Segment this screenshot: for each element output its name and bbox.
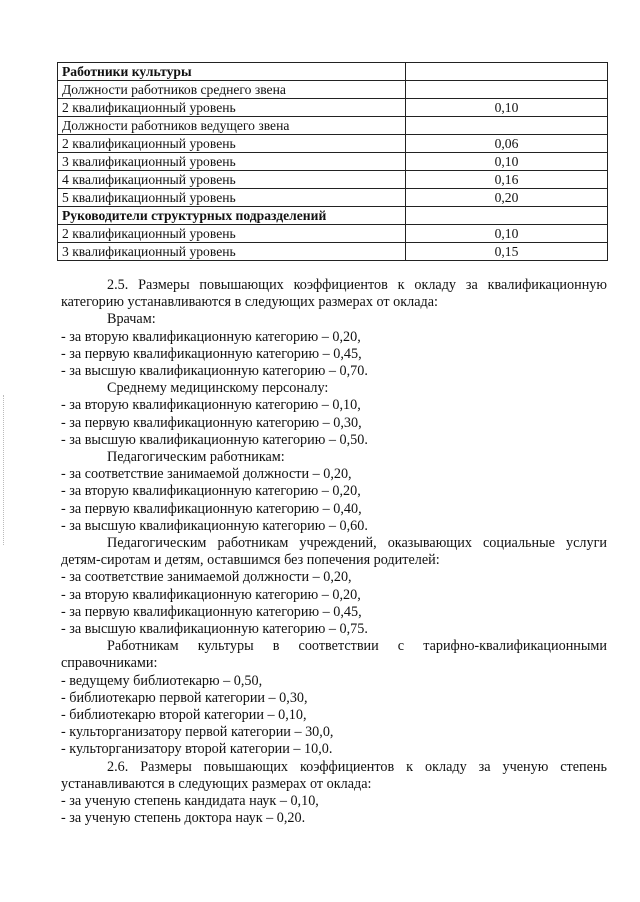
list-item: - за вторую квалификационную категорию – 0,20,	[61, 328, 361, 345]
list-item: - за вторую квалификационную категорию – 0,20,	[61, 483, 361, 500]
row-label: Работники культуры	[58, 63, 406, 81]
table-row	[58, 189, 608, 207]
table-row	[58, 81, 608, 99]
row-label: Руководители структурных подразделений	[58, 207, 406, 225]
row-label: 2 квалификационный уровень	[58, 99, 406, 117]
social-heading-line-1: Педагогическим работникам учреждений, оказывающих социальные услуги	[107, 535, 607, 552]
section-2-6-line-2: устанавливаются в следующих размерах от оклада:	[61, 775, 372, 792]
list-item: - за вторую квалификационную категорию – 0,20,	[61, 586, 361, 603]
list-item: - за первую квалификационную категорию – 0,45,	[61, 345, 362, 362]
row-label: 2 квалификационный уровень	[58, 225, 406, 243]
list-item: - за соответствие занимаемой должности – 0,20,	[61, 466, 352, 483]
table-row	[58, 243, 608, 261]
table-row	[58, 171, 608, 189]
row-value: 0,10	[406, 225, 608, 243]
table-row	[58, 99, 608, 117]
table-row	[58, 153, 608, 171]
list-item: - за высшую квалификационную категорию – 0,50.	[61, 431, 368, 448]
row-label: 3 квалификационный уровень	[58, 243, 406, 261]
list-item: - культорганизатору первой категории – 30,0,	[61, 724, 334, 741]
list-item: - ведущему библиотекарю – 0,50,	[61, 672, 263, 689]
list-item: - культорганизатору второй категории – 10,0.	[61, 741, 333, 758]
list-item: - библиотекарю первой категории – 0,30,	[61, 689, 308, 706]
list-item: - за соответствие занимаемой должности – 0,20,	[61, 569, 352, 586]
section-2-5-line-2: категорию устанавливаются в следующих размерах от оклада:	[61, 294, 438, 311]
row-label: 4 квалификационный уровень	[58, 171, 406, 189]
list-item: - за ученую степень кандидата наук – 0,10,	[61, 793, 319, 810]
row-label: 3 квалификационный уровень	[58, 153, 406, 171]
social-heading-line-2: детям-сиротам и детям, оставшимся без попечения родителей:	[61, 552, 440, 569]
doctors-heading: Врачам:	[107, 311, 156, 328]
list-item: - за первую квалификационную категорию – 0,40,	[61, 500, 362, 517]
table-row	[58, 117, 608, 135]
row-value: 0,15	[406, 243, 608, 261]
document-body	[61, 277, 607, 828]
row-value: 0,10	[406, 99, 608, 117]
list-item: - за высшую квалификационную категорию – 0,60.	[61, 517, 368, 534]
section-2-5-line-1: 2.5. Размеры повышающих коэффициентов к окладу за квалификационную	[107, 277, 607, 293]
coefficient-table	[57, 62, 608, 261]
table-row	[58, 63, 608, 81]
culture-heading-line-2: справочниками:	[61, 655, 158, 672]
culture-heading-line-1: Работникам культуры в соответствии с тарифно-квалификационными	[107, 638, 607, 655]
list-item: - за первую квалификационную категорию – 0,30,	[61, 414, 362, 431]
row-label: 5 квалификационный уровень	[58, 189, 406, 207]
row-value	[406, 63, 608, 81]
row-value	[406, 117, 608, 135]
table-row	[58, 135, 608, 153]
row-label: Должности работников среднего звена	[58, 81, 406, 99]
table-row	[58, 207, 608, 225]
row-value: 0,06	[406, 135, 608, 153]
list-item: - за первую квалификационную категорию – 0,45,	[61, 603, 362, 620]
row-value	[406, 81, 608, 99]
table-row	[58, 225, 608, 243]
list-item: - библиотекарю второй категории – 0,10,	[61, 707, 307, 724]
list-item: - за ученую степень доктора наук – 0,20.	[61, 810, 306, 827]
section-2-6-line-1: 2.6. Размеры повышающих коэффициентов к окладу за ученую степень	[107, 758, 607, 775]
row-label: 2 квалификационный уровень	[58, 135, 406, 153]
row-label: Должности работников ведущего звена	[58, 117, 406, 135]
row-value	[406, 207, 608, 225]
list-item: - за вторую квалификационную категорию – 0,10,	[61, 397, 361, 414]
list-item: - за высшую квалификационную категорию – 0,70.	[61, 363, 368, 380]
row-value: 0,20	[406, 189, 608, 207]
row-value: 0,16	[406, 171, 608, 189]
row-value: 0,10	[406, 153, 608, 171]
teachers-heading: Педагогическим работникам:	[107, 449, 285, 466]
list-item: - за высшую квалификационную категорию – 0,75.	[61, 621, 368, 638]
nurses-heading: Среднему медицинскому персоналу:	[107, 380, 329, 397]
scan-margin-marks	[3, 395, 6, 545]
